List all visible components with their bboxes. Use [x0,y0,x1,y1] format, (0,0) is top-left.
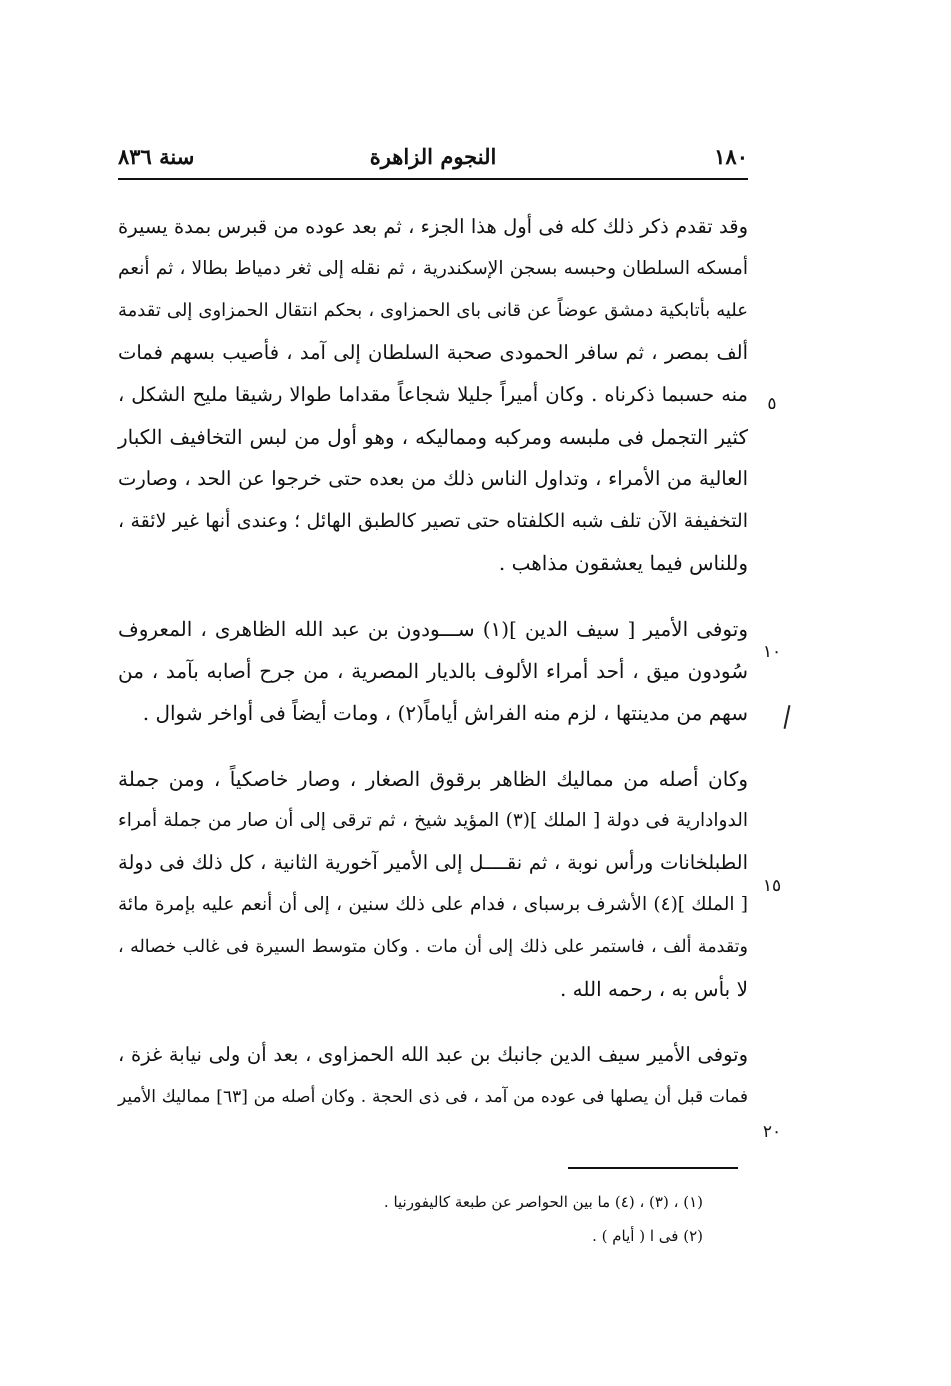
text-line: وتوفى الأمير [ سيف الدين ](١) ســـودون بن عبد الله الظاهرى ، المعروف [118,617,748,641]
pencil-mark [784,705,791,729]
margin-line-number-20: ٢٠ [762,1122,782,1142]
paragraph [118,608,748,734]
text-line: سهم من مدينتها ، لزم منه الفراش أياماً(٢) ، ومات أيضاً فى أواخر شوال . [142,701,748,725]
text-line: أمسكه السلطان وحبسه بسجن الإسكندرية ، ثم نقله إلى ثغر دمياط بطالا ، ثم أنعم [118,258,748,279]
text-line: وكان أصله من مماليك الظاهر برقوق الصغار ، وصار خاصكياً ، ومن جملة [118,767,748,791]
margin-line-number-15: ١٥ [762,876,782,896]
text-line: لا بأس به ، رحمه الله . [559,977,748,1001]
header-page-number: ١٨٠ [714,144,748,169]
header-year: سنة ٨٣٦ [118,144,195,169]
text-line: [ الملك ](٤) الأشرف برسباى ، فدام على ذلك سنين ، إلى أن أنعم عليه بإمرة مائة [118,894,748,915]
footnote: (٢) فى ا ( أيام ) . [592,1227,703,1245]
paragraph [118,758,748,1010]
footnotes [118,1185,703,1253]
running-header [118,140,748,180]
footnote: (١) ، (٣) ، (٤) ما بين الحواصر عن طبعة كاليفورنيا . [383,1193,703,1211]
text-line: عليه بأتابكية دمشق عوضاً عن قانى باى الحمزاوى ، بحكم انتقال الحمزاوى إلى تقدمة [118,300,748,321]
text-line: وتقدمة ألف ، فاستمر على ذلك إلى أن مات . وكان متوسط السيرة فى غالب خصاله ، [118,937,748,957]
text-line: وللناس فيما يعشقون مذاهب . [498,551,748,575]
header-book-title: النجوم الزاهرة [369,144,497,169]
text-line: فمات قبل أن يصلها فى عوده من آمد ، فى ذى الحجة . وكان أصله من [٦٣] مماليك الأمير [118,1087,748,1107]
margin-line-number-5: ٥ [767,394,777,414]
text-line: العالية من الأمراء ، وتداول الناس ذلك من بعده حتى خرجوا عن الحد ، وصارت [118,467,748,490]
main-text [118,206,748,1118]
text-line: الطبلخانات ورأس نوبة ، ثم نقــــل إلى الأمير آخورية الثانية ، كل ذلك فى دولة [118,851,748,874]
text-line: الدوادارية فى دولة [ الملك ](٣) المؤيد شيخ ، ثم ترقى إلى أن صار من جملة أمراء [118,810,748,831]
text-line: كثير التجمل فى ملبسه ومركبه ومماليكه ، وهو أول من لبس التخافيف الكبار [118,425,748,449]
margin-line-number-10: ١٠ [762,642,782,662]
text-line: ألف بمصر ، ثم سافر الحمودى صحبة السلطان إلى آمد ، فأصيب بسهم فمات [118,341,748,364]
text-line: التخفيفة الآن تلف شبه الكلفتاه حتى تصير كالطبق الهائل ؛ وعندى أنها غير لائقة ، [118,510,748,532]
text-line: منه حسبما ذكرناه . وكان أميراً جليلا شجاعاً مقداما طوالا رشيقا مليح الشكل ، [118,383,748,406]
text-line: سُودون ميق ، أحد أمراء الألوف بالديار المصرية ، من جرح أصابه بآمد ، من [118,659,748,683]
text-line: وتوفى الأمير سيف الدين جانبك بن عبد الله الحمزاوى ، بعد أن ولى نيابة غزة ، [118,1043,748,1066]
text-line: وقد تقدم ذكر ذلك كله فى أول هذا الجزء ، ثم بعد عوده من قبرس بمدة يسيرة [118,215,748,238]
paragraph [118,1034,748,1118]
paragraph [118,206,748,584]
footnote-separator [568,1167,738,1169]
